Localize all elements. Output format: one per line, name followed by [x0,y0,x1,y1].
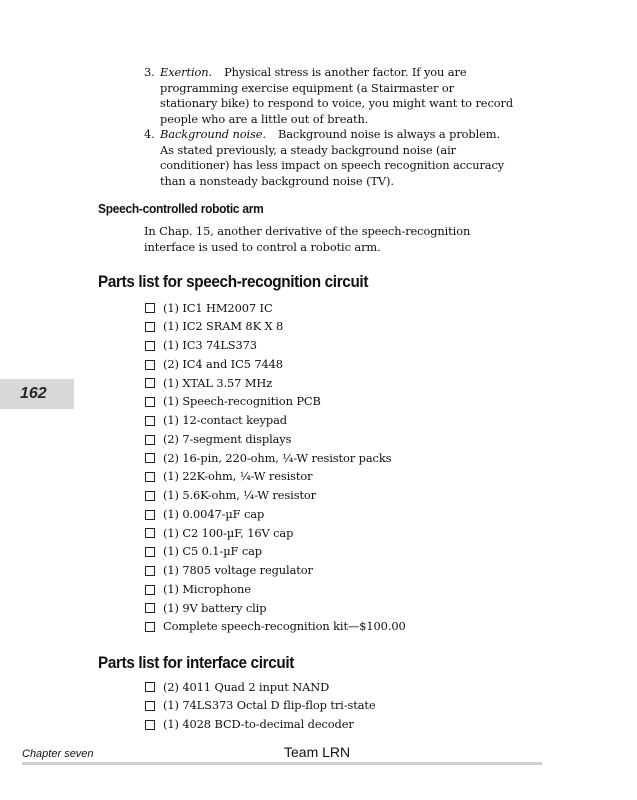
checkbox-icon [145,341,155,351]
list-item-exertion [144,65,514,127]
page-number: 162 [20,385,47,402]
page-number-tab [0,379,74,409]
checkbox-icon [145,585,155,595]
list-item: (1) 74LS373 Octal D flip-flop tri-state [145,697,376,716]
checkbox-icon [145,701,155,711]
item-text: Physical stress is another factor. If you are programming exercise equipment (a Stairmaster or stationary bike) to respond to voice, you might want to record people who are a little out of breath. [160,65,514,126]
item-term: Background noise. [160,127,266,141]
checkbox-icon [145,378,155,388]
checkbox-icon [145,435,155,445]
list-item: (2) IC4 and IC5 7448 [145,355,406,374]
checkbox-icon [145,360,155,370]
footer-credit: Team LRN [284,744,351,760]
list-item: (1) IC2 SRAM 8K X 8 [145,318,406,337]
checkbox-icon [145,682,155,692]
checkbox-icon [145,416,155,426]
item-number: 3. [144,65,155,79]
item-term: Exertion. [160,65,213,79]
list-item: (1) 7805 voltage regulator [145,562,406,581]
checkbox-icon [145,453,155,463]
item-number: 4. [144,127,155,141]
list-item: (1) IC3 74LS373 [145,337,406,356]
checkbox-icon [145,566,155,576]
footer-divider [22,762,542,765]
subsection-title: Speech-controlled robotic arm [98,201,264,216]
checkbox-icon [145,528,155,538]
checkbox-icon [145,322,155,332]
checkbox-icon [145,622,155,632]
list-item: (1) XTAL 3.57 MHz [145,374,406,393]
list-item: (2) 4011 Quad 2 input NAND [145,678,376,697]
list-item: Complete speech-recognition kit—$100.00 [145,618,406,637]
list-item-background-noise [144,127,514,189]
item-text: Background noise is always a problem. As stated previously, a steady background noise (air conditioner) has less impact on speech recognition accuracy than a nonsteady background noise (TV). [160,127,505,188]
list-item: (2) 7-segment displays [145,430,406,449]
list-item: (1) C2 100-µF, 16V cap [145,524,406,543]
subsection-paragraph: In Chap. 15, another derivative of the speech-recognition interface is used to control a robotic arm. [144,224,471,254]
list-item: (1) IC1 HM2007 IC [145,299,406,318]
checkbox-icon [145,547,155,557]
parts-list [145,299,406,637]
list-item: (1) Microphone [145,580,406,599]
checkbox-icon [145,510,155,520]
list-item: (1) 4028 BCD-to-decimal decoder [145,716,376,735]
checkbox-icon [145,720,155,730]
interface-list-heading: Parts list for interface circuit [98,653,294,672]
checkbox-icon [145,397,155,407]
list-item: (1) 22K-ohm, ¼-W resistor [145,468,406,487]
interface-parts-list [145,678,376,734]
list-item: (1) 0.0047-µF cap [145,505,406,524]
checkbox-icon [145,303,155,313]
list-item: (1) 9V battery clip [145,599,406,618]
list-item: (1) 5.6K-ohm, ¼-W resistor [145,487,406,506]
list-item: (1) 12-contact keypad [145,412,406,431]
checkbox-icon [145,603,155,613]
list-item: (2) 16-pin, 220-ohm, ¼-W resistor packs [145,449,406,468]
list-item: (1) Speech-recognition PCB [145,393,406,412]
parts-list-heading: Parts list for speech-recognition circuit [98,272,369,291]
checkbox-icon [145,472,155,482]
numbered-list [144,65,514,189]
footer-chapter: Chapter seven [22,748,94,760]
checkbox-icon [145,491,155,501]
list-item: (1) C5 0.1-µF cap [145,543,406,562]
